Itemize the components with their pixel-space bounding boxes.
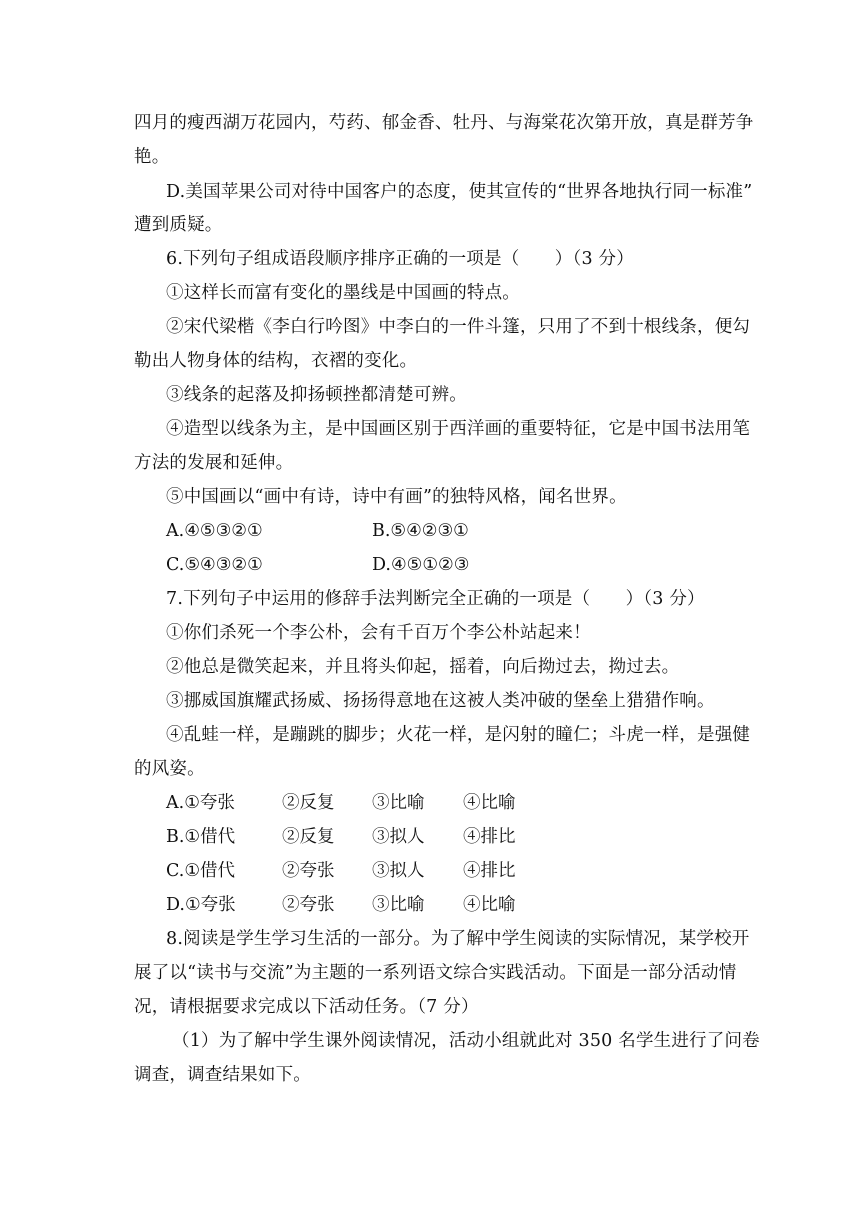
text-line: 方法的发展和延伸。	[134, 453, 294, 473]
q7-option-cell: ②反复	[282, 827, 335, 847]
text-line: 勒出人物身体的结构，衣褶的变化。	[134, 351, 418, 371]
q6-option-a: A.④⑤③②①	[166, 521, 263, 541]
text-line: 调查，调查结果如下。	[134, 1065, 311, 1085]
text-line: 四月的瘦西湖万花园内，芍药、郁金香、牡丹、与海棠花次第开放，真是群芳争	[134, 113, 754, 133]
text-line: 的风姿。	[134, 759, 205, 779]
q7-option-cell: ②夸张	[282, 895, 335, 915]
question-8-stem: 8.阅读是学生学习生活的一部分。为了解中学生阅读的实际情况，某学校开	[166, 929, 750, 949]
q6-sentence-3: ③线条的起落及抑扬顿挫都清楚可辨。	[166, 385, 467, 405]
q6-sentence-1: ①这样长而富有变化的墨线是中国画的特点。	[166, 283, 520, 303]
option-d-line: D.美国苹果公司对待中国客户的态度，使其宣传的“世界各地执行同一标准”	[166, 182, 753, 202]
q7-option-cell: A.①夸张	[166, 793, 235, 813]
q7-option-cell: C.①借代	[166, 861, 236, 881]
q6-option-c: C.⑤④③②①	[166, 555, 263, 575]
q7-sentence-2: ②他总是微笑起来，并且将头仰起，摇着，向后拗过去，拗过去。	[166, 657, 680, 677]
q6-sentence-2: ②宋代梁楷《李白行吟图》中李白的一件斗篷，只用了不到十根线条，便勾	[166, 317, 751, 337]
q7-option-cell: ③比喻	[372, 895, 425, 915]
question-7-stem: 7.下列句子中运用的修辞手法判断完全正确的一项是（ ）（3 分）	[166, 589, 705, 609]
q7-option-cell: B.①借代	[166, 827, 236, 847]
question-6-stem: 6.下列句子组成语段顺序排序正确的一项是（ ）（3 分）	[166, 249, 634, 269]
q7-option-cell: ④比喻	[463, 793, 516, 813]
text-line: 况，请根据要求完成以下活动任务。（7 分）	[134, 997, 479, 1017]
q7-option-cell: ④排比	[463, 861, 516, 881]
q7-option-cell: ②反复	[282, 793, 335, 813]
q7-option-cell: ④比喻	[463, 895, 516, 915]
text-line: 遭到质疑。	[134, 215, 223, 235]
q7-sentence-3: ③挪威国旗耀武扬威、扬扬得意地在这被人类冲破的堡垒上猎猎作响。	[166, 691, 715, 711]
q6-sentence-5: ⑤中国画以“画中有诗，诗中有画”的独特风格，闻名世界。	[166, 487, 627, 507]
q7-sentence-4: ④乱蛙一样，是蹦跳的脚步；火花一样，是闪射的瞳仁；斗虎一样，是强健	[166, 725, 751, 745]
q7-option-cell: D.①夸张	[166, 895, 236, 915]
question-8-part-1: （1）为了解中学生课外阅读情况，活动小组就此对 350 名学生进行了问卷	[172, 1031, 760, 1051]
text-line: 艳。	[134, 147, 170, 167]
text-line: 展了以“读书与交流”为主题的一系列语文综合实践活动。下面是一部分活动情	[134, 963, 737, 983]
q7-option-cell: ②夸张	[282, 861, 335, 881]
q7-option-cell: ④排比	[463, 827, 516, 847]
q6-option-b: B.⑤④②③①	[372, 521, 469, 541]
q7-option-cell: ③拟人	[372, 861, 425, 881]
q7-sentence-1: ①你们杀死一个李公朴，会有千百万个李公朴站起来！	[166, 623, 591, 643]
q6-option-d: D.④⑤①②③	[372, 555, 470, 575]
q7-option-cell: ③拟人	[372, 827, 425, 847]
q6-sentence-4: ④造型以线条为主，是中国画区别于西洋画的重要特征，它是中国书法用笔	[166, 419, 751, 439]
q7-option-cell: ③比喻	[372, 793, 425, 813]
